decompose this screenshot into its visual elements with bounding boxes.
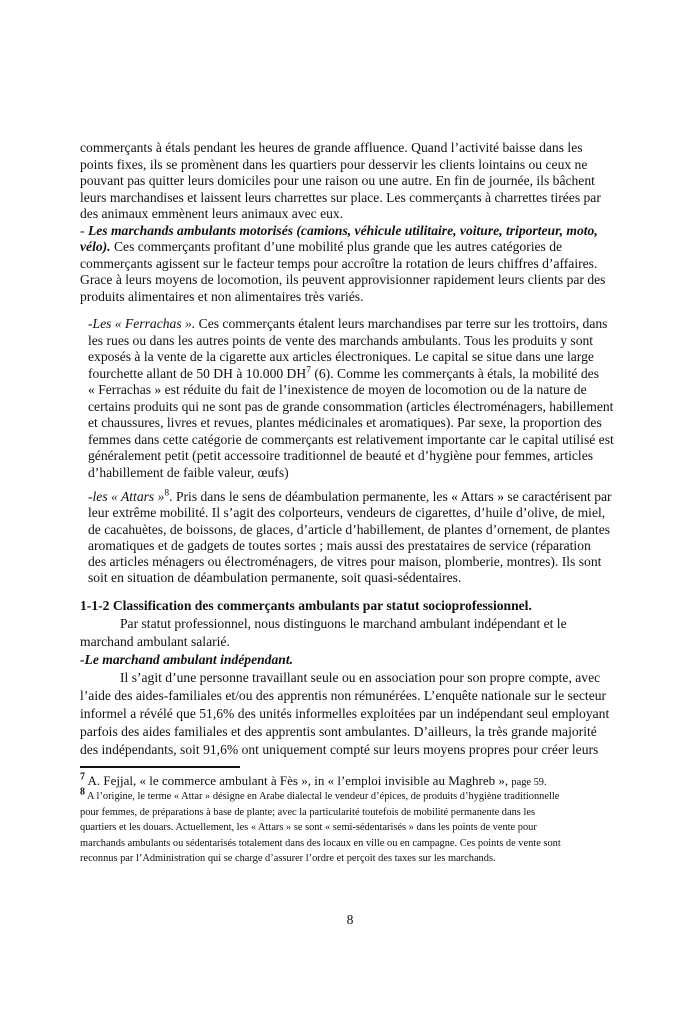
text-line: [80, 772, 640, 789]
text-run: Par statut professionnel, nous distinguons le marchand ambulant indépendant et le: [120, 616, 567, 631]
text-run: femmes dans cette catégorie de commerçants est relativement importante car le capital utilisé est: [88, 431, 614, 447]
text-run: A. Fejjal, « le commerce ambulant à Fès », in « l’emploi invisible au Maghreb »,: [85, 773, 512, 788]
footnote-reference: 8: [80, 786, 85, 798]
text-line: [80, 836, 640, 852]
paragraph-ferrachas: [88, 316, 648, 481]
text-line: [88, 570, 648, 586]
text-run: des animaux emmènent leurs animaux avec eux.: [80, 206, 344, 221]
text-run: parfois des aides familiales et des apprentis sont ambulantes. D’ailleurs, la très grande majorité: [80, 724, 597, 739]
text-run: certains produits qui ne sont pas de grande consommation (articles électroménagers, habillement: [88, 398, 614, 414]
text-line: [80, 239, 640, 256]
text-run: des indépendants, soit 91,6% ont uniquement compté sur leurs moyens propres pour créer leurs: [80, 742, 599, 757]
text-line: [80, 206, 640, 223]
text-line: [80, 173, 640, 190]
text-line: [80, 651, 640, 669]
text-run: des articles ménagers ou électroménagers, de vitres pour maison, plomberie, montres). Ils sont: [88, 554, 602, 570]
footnote-reference: 8: [164, 488, 170, 499]
text-line: [88, 415, 648, 432]
footnote-reference: 7: [306, 364, 311, 375]
text-line: [80, 615, 640, 633]
text-run: leurs marchandises et laissent leurs charrettes sur place. Les commerçants à charrettes tirées par: [80, 189, 601, 205]
text-line: [88, 366, 648, 383]
text-run: . Pris dans le sens de déambulation permanente, les « Attars » se caractérisent par: [169, 489, 612, 504]
text-line: [88, 382, 648, 399]
text-line: [88, 349, 648, 366]
text-run: points fixes, ils se promènent dans les quartiers pour desservir les clients lointains ou ceux ne: [80, 156, 588, 172]
text-run: -les « Attars »: [88, 489, 165, 504]
text-run: informel a révélé que 51,6% des unités informelles exploitées par un indépendant seul employant: [80, 706, 610, 721]
text-run: [80, 670, 120, 685]
text-run: commerçants à étals pendant les heures de grande affluence. Quand l’activité baisse dans les: [80, 140, 583, 155]
text-run: marchand ambulant salarié.: [80, 634, 230, 649]
text-line: [88, 465, 648, 482]
text-line: [80, 157, 640, 174]
paragraph-etals-motorises: [80, 140, 640, 305]
text-line: [88, 505, 648, 521]
text-run: vélo).: [80, 239, 111, 254]
section-classification: [80, 597, 640, 759]
text-line: [80, 633, 640, 651]
page-number: 8: [346, 912, 354, 927]
text-run: fourchette allant de 50 DH à 10.000 DH: [88, 365, 307, 381]
text-run: pour femmes, de préparations à base de plante; avec la particularité toutefois de mobilité permanente dans les: [80, 806, 535, 818]
text-run: Ces commerçants profitant d’une mobilité plus grande que les autres catégories de: [110, 239, 563, 254]
text-line: [88, 554, 648, 570]
text-run: exposés à la vente de la cigarette aux articles électroniques. Le capital se situe dans une large: [88, 349, 594, 364]
text-run: aromatiques et de gadgets de toutes sortes ; mais aussi des prestataires de service (réparation: [88, 537, 591, 553]
text-run: Il s’agit d’une personne travaillant seule ou en association pour son propre compte, avec: [120, 670, 601, 685]
footnote-reference: 7: [80, 771, 85, 783]
text-line: [80, 786, 640, 805]
text-line: [88, 522, 648, 538]
text-run: et chaussures, livres et revues, plantes médicinales et aromatiques). Par sexe, la proportion des: [88, 415, 602, 430]
text-run: produits alimentaires et non alimentaires très variés.: [80, 288, 364, 304]
text-run: commerçants agissent sur le facteur temps pour accroître la rotation de leurs chiffres d’affaires.: [80, 255, 598, 271]
paragraph-attars: [88, 489, 648, 587]
text-line: [80, 723, 640, 741]
text-run: [80, 616, 120, 631]
text-line: [88, 489, 648, 505]
text-run: -Les « Ferrachas ».: [88, 316, 196, 331]
text-line: [88, 448, 648, 465]
text-line: [80, 705, 640, 723]
text-run: 1-1-2 Classification des commerçants ambulants par statut socioprofessionnel.: [80, 598, 532, 613]
text-run: Les marchands ambulants motorisés (camions, véhicule utilitaire, voiture, triporteur, moto,: [87, 222, 598, 238]
text-run: -Le marchand ambulant indépendant.: [80, 652, 293, 667]
text-line: [88, 432, 648, 449]
text-run: pouvant pas quitter leurs domiciles pour une raison ou une autre. En fin de journée, ils bâchent: [80, 173, 595, 188]
text-line: [80, 805, 640, 821]
text-run: l’aide des aides-familiales et/ou des apprentis non rémunérées. L’enquête nationale sur le secteur: [80, 688, 607, 703]
text-run: Grace à leurs moyens de locomotion, ils peuvent approvisionner rapidement leurs clients par des: [80, 272, 606, 287]
text-run: reconnus par l’Administration qui se charge d’assurer l’ordre et perçoit des taxes sur les marchands.: [80, 853, 496, 864]
text-line: [88, 538, 648, 554]
text-run: généralement petit (petit accessoire traditionnel de beauté et d’hygiène pour femmes, articles: [88, 448, 594, 463]
text-run: de cacahuètes, de boissons, de glaces, d’article d’habillement, de plantes d’ornement, de plantes: [88, 521, 611, 537]
text-run: d’habillement de faible valeur, œufs): [88, 464, 289, 480]
text-run: marchands ambulants ou sédentarisés totalement dans des locaux en ville ou en campagne. Ces points de vente sont: [80, 837, 561, 849]
footnotes: [80, 772, 640, 867]
text-run: leur extrême mobilité. Il s’agit des colporteurs, vendeurs de cigarettes, d’huile d’olive, de miel,: [88, 505, 606, 521]
text-run: Ces commerçants étalent leurs marchandises par terre sur les trottoirs, dans: [195, 316, 608, 331]
text-line: [80, 223, 640, 240]
text-line: [80, 687, 640, 705]
text-line: [88, 399, 648, 416]
text-line: [80, 851, 640, 867]
text-line: [88, 316, 648, 333]
footnote-separator: [80, 766, 240, 768]
text-line: [80, 272, 640, 289]
text-line: [80, 256, 640, 273]
text-line: [80, 820, 640, 836]
text-run: quartiers et les douars. Actuellement, les « Attars » se sont « semi-sédentarisés » dans les points de vente pour: [80, 822, 537, 833]
text-run: A l’origine, le terme « Attar » désigne en Arabe dialectal le vendeur d’épices, de produits d’hygiène traditionnelle: [85, 791, 560, 802]
text-run: les rues ou dans les autres points de vente des marchands ambulants. Tous les produits y sont: [88, 332, 594, 348]
text-run: « Ferrachas » est réduite du fait de l’inexistence de moyen de locomotion ou de la nature de: [88, 382, 587, 397]
text-line: [80, 289, 640, 306]
text-line: [80, 140, 640, 157]
text-run: -: [80, 222, 88, 238]
text-run: page 59.: [511, 777, 547, 788]
text-run: (6). Comme les commerçants à étals, la mobilité des: [310, 365, 599, 381]
text-line: [80, 190, 640, 207]
text-line: [80, 669, 640, 687]
text-line: [80, 597, 640, 615]
text-line: [80, 741, 640, 759]
text-line: [88, 333, 648, 350]
text-run: soit en situation de déambulation permanente, soit quasi-sédentaires.: [88, 570, 462, 586]
